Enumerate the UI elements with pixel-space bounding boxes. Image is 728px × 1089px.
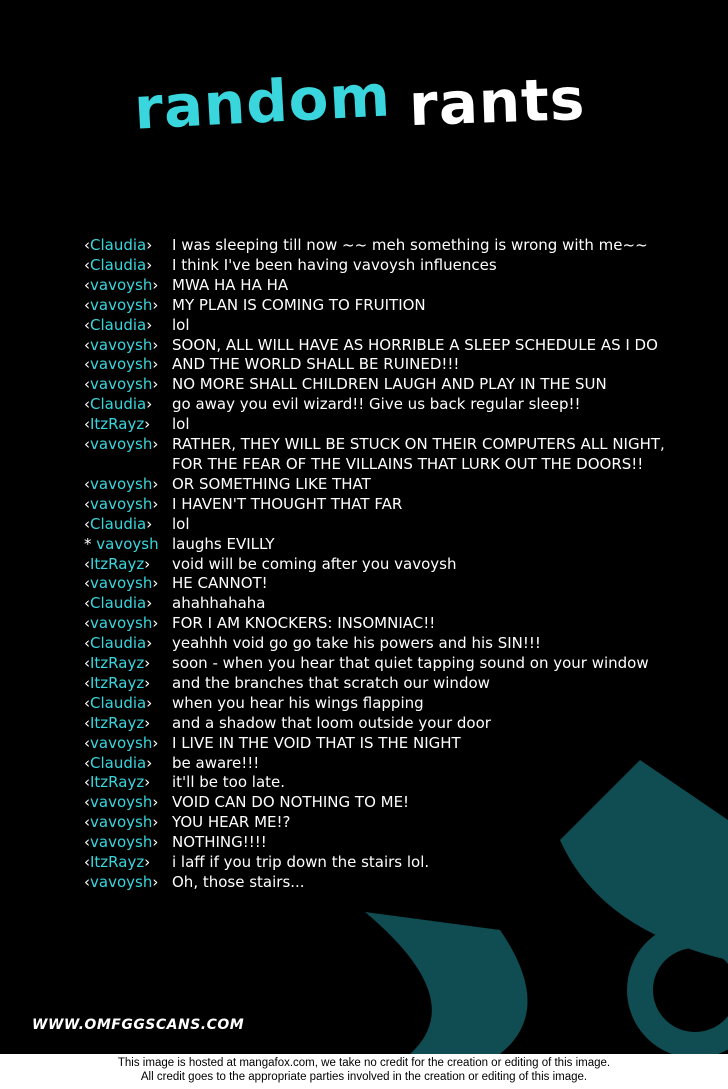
chat-nick-name: ItzRayz [90, 673, 145, 692]
chat-nick: ‹vavoysh› [84, 375, 159, 394]
chat-line [84, 694, 684, 714]
chat-nick: ‹vavoysh› [84, 733, 159, 752]
chat-message: SOON, ALL WILL HAVE AS HORRIBLE A SLEEP SCHEDULE AS I DO [172, 335, 658, 354]
chat-line [84, 336, 684, 356]
chat-nick-name: ItzRayz [90, 654, 145, 673]
chat-nick-name: vavoysh [90, 474, 153, 493]
chat-line [84, 574, 684, 594]
chat-nick-name: vavoysh [90, 813, 153, 832]
title-word-rants: rants [407, 64, 587, 140]
chat-message: MWA HA HA HA [172, 275, 289, 294]
chat-nick: ‹vavoysh› [84, 614, 159, 633]
chat-line [84, 316, 684, 336]
chat-log [84, 236, 684, 893]
chat-message: lol [172, 514, 190, 533]
chat-line [84, 654, 684, 674]
chat-line [84, 475, 684, 495]
chat-line [84, 734, 684, 754]
chat-line [84, 594, 684, 614]
chat-message: and a shadow that loom outside your door [172, 713, 491, 732]
chat-line [84, 714, 684, 734]
chat-line [84, 415, 684, 435]
chat-nick: ‹ItzRayz› [84, 713, 151, 732]
chat-nick [84, 455, 172, 475]
chat-nick: ‹ItzRayz› [84, 654, 151, 673]
chat-line [84, 833, 684, 853]
chat-line [84, 375, 684, 395]
chat-nick: ‹vavoysh› [84, 833, 159, 852]
chat-nick: ‹Claudia› [84, 236, 153, 254]
chat-nick-name: ItzRayz [90, 853, 145, 872]
chat-nick-name: Claudia [90, 693, 147, 712]
chat-nick-name: Claudia [90, 634, 147, 653]
page-title [132, 61, 587, 143]
chat-nick: ‹vavoysh› [84, 275, 159, 294]
chat-line [84, 773, 684, 793]
chat-line [84, 853, 684, 873]
chat-line [84, 634, 684, 654]
chat-line [84, 535, 684, 555]
chat-line [84, 614, 684, 634]
chat-nick: ‹Claudia› [84, 315, 153, 334]
chat-message: lol [172, 415, 190, 434]
chat-nick-name: Claudia [90, 395, 147, 414]
chat-nick: ‹vavoysh› [84, 873, 159, 891]
chat-line [84, 674, 684, 694]
chat-message: MY PLAN IS COMING TO FRUITION [172, 295, 426, 314]
chat-nick: ‹vavoysh› [84, 574, 159, 593]
chat-nick: ‹Claudia› [84, 753, 153, 772]
chat-nick-name: Claudia [90, 255, 147, 274]
chat-nick-name: Claudia [90, 753, 147, 772]
swirl-blade [365, 912, 528, 1054]
chat-nick-name: vavoysh [90, 435, 153, 454]
chat-nick: ‹vavoysh› [84, 494, 159, 513]
chat-line [84, 435, 684, 455]
chat-nick: ‹Claudia› [84, 594, 153, 613]
chat-nick: ‹ItzRayz› [84, 673, 151, 692]
chat-message: when you hear his wings flapping [172, 693, 424, 712]
chat-line [84, 236, 684, 256]
chat-nick-name: ItzRayz [90, 713, 145, 732]
chat-message: RATHER, THEY WILL BE STUCK ON THEIR COMPUTERS ALL NIGHT, [172, 435, 665, 454]
chat-nick: ‹vavoysh› [84, 335, 159, 354]
chat-nick-name: Claudia [90, 514, 147, 533]
chat-nick-name: ItzRayz [90, 773, 145, 792]
chat-nick: ‹Claudia› [84, 255, 153, 274]
chat-nick: ‹ItzRayz› [84, 773, 151, 792]
chat-line [84, 754, 684, 774]
chat-nick-name: ItzRayz [90, 415, 145, 434]
chat-nick-name: vavoysh [90, 295, 153, 314]
chat-message: yeahhh void go go take his powers and his SIN!!! [172, 634, 541, 653]
disclaimer-line-2: All credit goes to the appropriate parties involved in the creation or editing of this image. [140, 1071, 588, 1083]
chat-message: i laff if you trip down the stairs lol. [172, 853, 430, 872]
chat-line [84, 813, 684, 833]
chat-message: I LIVE IN THE VOID THAT IS THE NIGHT [172, 733, 461, 752]
chat-message: ahahhahaha [172, 594, 266, 613]
hosting-disclaimer [0, 1056, 728, 1084]
chat-message: Oh, those stairs... [172, 873, 305, 891]
chat-message: AND THE WORLD SHALL BE RUINED!!! [172, 355, 460, 374]
chat-nick: ‹ItzRayz› [84, 853, 151, 872]
chat-line [84, 455, 684, 475]
chat-message: I think I've been having vavoysh influences [172, 255, 497, 274]
chat-nick-name: vavoysh [90, 355, 153, 374]
chat-nick-name: vavoysh [96, 534, 159, 553]
chat-nick-name: vavoysh [90, 833, 153, 852]
chat-line [84, 276, 684, 296]
chat-nick: ‹ItzRayz› [84, 415, 151, 434]
chat-message: NOTHING!!!! [172, 833, 267, 852]
chat-message: YOU HEAR ME!? [172, 813, 291, 832]
chat-nick-name: vavoysh [90, 494, 153, 513]
title-word-random: random [132, 61, 393, 143]
chat-nick-name: vavoysh [90, 873, 153, 891]
chat-message: soon - when you hear that quiet tapping sound on your window [172, 654, 649, 673]
chat-nick: ‹Claudia› [84, 395, 153, 414]
chat-line [84, 495, 684, 515]
chat-nick: ‹Claudia› [84, 693, 153, 712]
chat-message: and the branches that scratch our window [172, 673, 490, 692]
chat-nick-name: vavoysh [90, 335, 153, 354]
chat-nick-name: vavoysh [90, 733, 153, 752]
chat-message: I HAVEN'T THOUGHT THAT FAR [172, 494, 403, 513]
chat-line [84, 256, 684, 276]
chat-nick: ‹Claudia› [84, 634, 153, 653]
chat-message: void will be coming after you vavoysh [172, 554, 457, 573]
site-watermark: WWW.OMFGGSCANS.COM [32, 1017, 245, 1033]
chat-nick-name: vavoysh [90, 574, 153, 593]
chat-nick-name: Claudia [90, 594, 147, 613]
chat-nick-name: vavoysh [90, 375, 153, 394]
chat-nick-name: vavoysh [90, 275, 153, 294]
chat-message: NO MORE SHALL CHILDREN LAUGH AND PLAY IN THE SUN [172, 375, 607, 394]
chat-nick-name: Claudia [90, 315, 147, 334]
chat-nick: ‹vavoysh› [84, 793, 159, 812]
chat-nick: ‹ItzRayz› [84, 554, 151, 573]
chat-message: FOR THE FEAR OF THE VILLAINS THAT LURK OUT THE DOORS!! [172, 454, 644, 473]
chat-line [84, 793, 684, 813]
chat-nick: ‹vavoysh› [84, 474, 159, 493]
chat-nick-name: Claudia [90, 236, 147, 254]
chat-line [84, 355, 684, 375]
chat-message: it'll be too late. [172, 773, 286, 792]
chat-message: VOID CAN DO NOTHING TO ME! [172, 793, 410, 812]
chat-message: be aware!!! [172, 753, 260, 772]
chat-nick: * vavoysh [84, 534, 159, 553]
disclaimer-line-1: This image is hosted at mangafox.com, we take no credit for the creation or editing of this image. [117, 1057, 611, 1069]
chat-nick-name: vavoysh [90, 614, 153, 633]
chat-nick: ‹vavoysh› [84, 435, 159, 454]
swirl-ring [640, 935, 728, 1045]
chat-message: go away you evil wizard!! Give us back regular sleep!! [172, 395, 581, 414]
chat-message: lol [172, 315, 190, 334]
chat-nick: ‹Claudia› [84, 514, 153, 533]
chat-message: FOR I AM KNOCKERS: INSOMNIAC!! [172, 614, 436, 633]
chat-message: laughs EVILLY [172, 534, 275, 553]
chat-message: OR SOMETHING LIKE THAT [172, 474, 371, 493]
chat-line [84, 395, 684, 415]
chat-line [84, 296, 684, 316]
chat-nick: ‹vavoysh› [84, 355, 159, 374]
chat-line [84, 515, 684, 535]
chat-nick-name: ItzRayz [90, 554, 145, 573]
chat-nick: ‹vavoysh› [84, 295, 159, 314]
chat-line [84, 873, 684, 893]
chat-nick: ‹vavoysh› [84, 813, 159, 832]
chat-message: HE CANNOT! [172, 574, 268, 593]
chat-line [84, 555, 684, 575]
chat-message: I was sleeping till now ~~ meh something is wrong with me~~ [172, 236, 648, 254]
chat-nick-name: vavoysh [90, 793, 153, 812]
